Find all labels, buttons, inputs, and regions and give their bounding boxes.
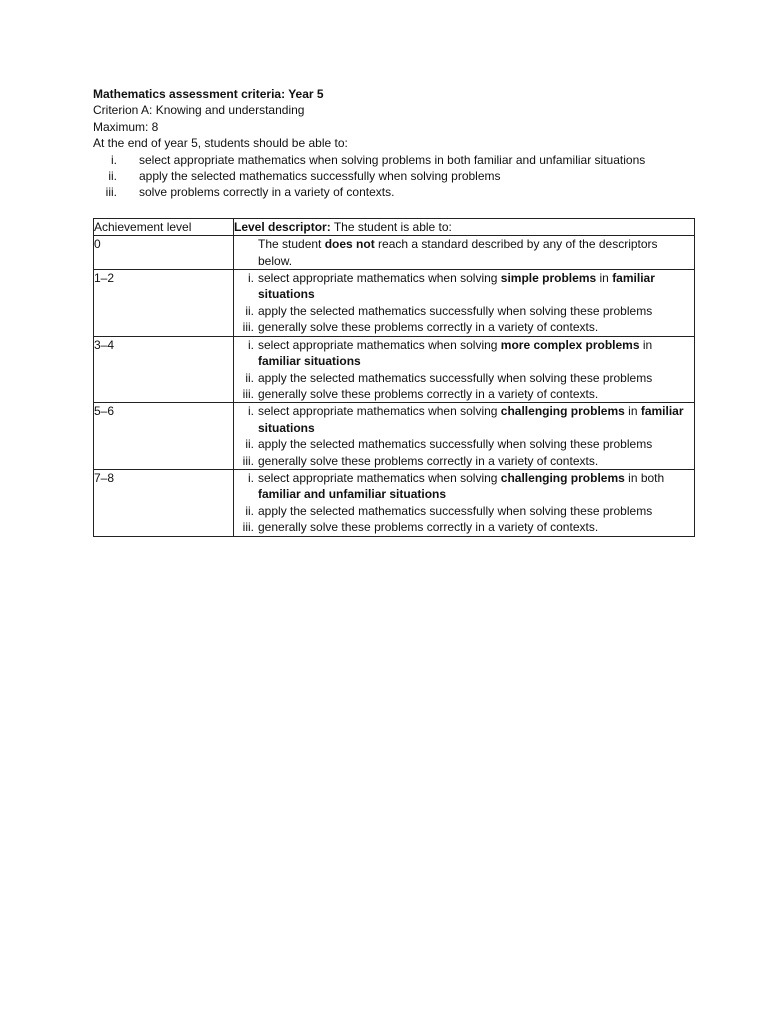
criterion-heading: Criterion A: Knowing and understanding bbox=[93, 103, 305, 118]
intro-text: At the end of year 5, students should be able to: bbox=[93, 136, 348, 151]
descriptor-list bbox=[234, 470, 694, 536]
descriptor-item bbox=[234, 270, 694, 303]
descriptor-item bbox=[234, 319, 694, 335]
table-row bbox=[94, 403, 695, 470]
descriptor-text: reach a standard described by any of the descriptors below. bbox=[258, 237, 658, 268]
descriptor-emphasis: challenging problems bbox=[500, 470, 625, 485]
descriptor-text: select appropriate mathematics when solving bbox=[258, 271, 501, 286]
objective-item bbox=[93, 184, 696, 200]
header-achievement-level: Achievement level bbox=[94, 218, 234, 235]
descriptor-list bbox=[234, 270, 694, 336]
descriptor-text: in bbox=[639, 337, 653, 352]
header-level-descriptor bbox=[234, 218, 695, 235]
descriptor-text: in bbox=[596, 271, 613, 286]
descriptor-cell bbox=[234, 236, 695, 270]
objective-item bbox=[93, 152, 696, 168]
descriptor-cell bbox=[234, 403, 695, 470]
table-row bbox=[94, 469, 695, 536]
descriptor-item bbox=[234, 403, 694, 436]
descriptor-text: in both bbox=[624, 470, 665, 485]
descriptor-emphasis: familiar situations bbox=[258, 271, 655, 302]
achievement-level-cell: 3–4 bbox=[94, 336, 234, 403]
descriptor-text: generally solve these problems correctly in a variety of contexts. bbox=[258, 453, 599, 468]
objective-text: select appropriate mathematics when solving problems in both familiar and unfamiliar situations bbox=[139, 152, 646, 167]
descriptor-text: apply the selected mathematics successfully when solving these problems bbox=[258, 303, 653, 318]
descriptor-emphasis: familiar situations bbox=[258, 404, 684, 435]
descriptor-number: ii. bbox=[245, 370, 254, 385]
descriptor-emphasis: familiar and unfamiliar situations bbox=[258, 487, 447, 502]
objective-number: i. bbox=[111, 152, 117, 167]
descriptor-item bbox=[234, 436, 694, 452]
descriptor-item bbox=[234, 470, 694, 503]
descriptor-number: ii. bbox=[245, 303, 254, 318]
header-descriptor-rest: The student is able to: bbox=[330, 219, 452, 234]
document-title: Mathematics assessment criteria: Year 5 bbox=[93, 87, 324, 101]
table-header-row bbox=[94, 218, 695, 235]
table-row bbox=[94, 270, 695, 337]
descriptor-text: apply the selected mathematics successfully when solving these problems bbox=[258, 503, 653, 518]
descriptor-number: i. bbox=[248, 470, 254, 485]
assessment-table bbox=[93, 218, 695, 537]
maximum-score: Maximum: 8 bbox=[93, 119, 159, 134]
header-descriptor-label: Level descriptor: bbox=[234, 219, 331, 234]
objective-number: iii. bbox=[105, 185, 117, 200]
descriptor-item bbox=[234, 519, 694, 535]
document-content bbox=[93, 86, 696, 537]
achievement-level-cell: 0 bbox=[94, 236, 234, 270]
descriptor-item bbox=[234, 386, 694, 402]
descriptor-text: generally solve these problems correctly in a variety of contexts. bbox=[258, 520, 599, 535]
table-row bbox=[94, 336, 695, 403]
descriptor-number: iii. bbox=[242, 520, 254, 535]
descriptor-emphasis: more complex problems bbox=[500, 337, 640, 352]
descriptor-text: select appropriate mathematics when solving bbox=[258, 337, 501, 352]
descriptor-item bbox=[234, 453, 694, 469]
descriptor-text: generally solve these problems correctly in a variety of contexts. bbox=[258, 320, 599, 335]
descriptor-emphasis: simple problems bbox=[500, 271, 597, 286]
descriptor-number: i. bbox=[248, 404, 254, 419]
objective-item bbox=[93, 168, 696, 184]
descriptor-number: i. bbox=[248, 337, 254, 352]
descriptor-emphasis: challenging problems bbox=[500, 404, 625, 419]
descriptor-text: in bbox=[624, 404, 641, 419]
descriptor-lead bbox=[234, 236, 694, 269]
descriptor-emphasis: familiar situations bbox=[258, 354, 361, 369]
descriptor-cell bbox=[234, 469, 695, 536]
descriptor-list bbox=[234, 337, 694, 403]
descriptor-text: apply the selected mathematics successfully when solving these problems bbox=[258, 370, 653, 385]
descriptor-list bbox=[234, 403, 694, 469]
descriptor-number: ii. bbox=[245, 503, 254, 518]
descriptor-text: select appropriate mathematics when solving bbox=[258, 470, 501, 485]
descriptor-number: ii. bbox=[245, 437, 254, 452]
objectives-list bbox=[93, 152, 696, 201]
descriptor-item bbox=[234, 503, 694, 519]
objective-text: apply the selected mathematics successfully when solving problems bbox=[139, 169, 501, 184]
descriptor-number: i. bbox=[248, 271, 254, 286]
descriptor-item bbox=[234, 337, 694, 370]
descriptor-number: iii. bbox=[242, 453, 254, 468]
descriptor-text: The student bbox=[258, 237, 325, 252]
descriptor-item bbox=[234, 303, 694, 319]
table-row bbox=[94, 236, 695, 270]
descriptor-number: iii. bbox=[242, 320, 254, 335]
descriptor-cell bbox=[234, 270, 695, 337]
descriptor-text: apply the selected mathematics successfully when solving these problems bbox=[258, 437, 653, 452]
achievement-level-cell: 5–6 bbox=[94, 403, 234, 470]
descriptor-emphasis: does not bbox=[324, 237, 375, 252]
descriptor-item bbox=[234, 370, 694, 386]
descriptor-cell bbox=[234, 336, 695, 403]
achievement-level-cell: 7–8 bbox=[94, 469, 234, 536]
descriptor-number: iii. bbox=[242, 386, 254, 401]
objective-text: solve problems correctly in a variety of contexts. bbox=[139, 185, 395, 200]
descriptor-text: generally solve these problems correctly in a variety of contexts. bbox=[258, 386, 599, 401]
objective-number: ii. bbox=[108, 169, 117, 184]
achievement-level-cell: 1–2 bbox=[94, 270, 234, 337]
descriptor-text: select appropriate mathematics when solving bbox=[258, 404, 501, 419]
